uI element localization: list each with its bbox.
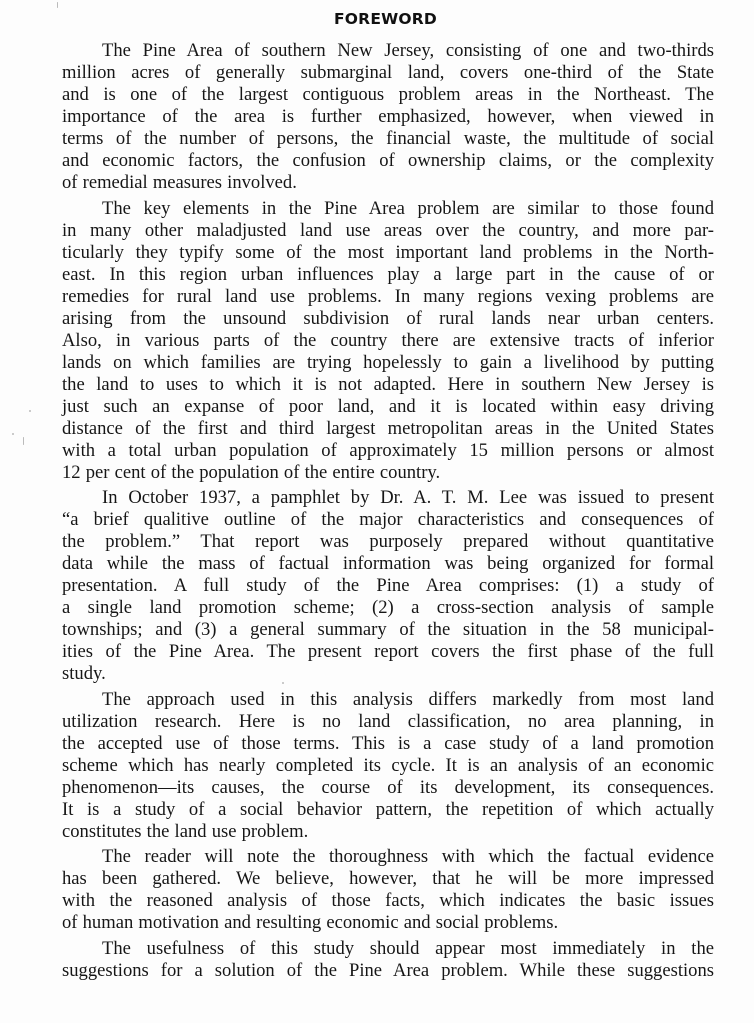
text-line: The usefulness of this study should appear most immediately in the xyxy=(102,937,714,959)
text-line: with the reasoned analysis of those facts, which indicates the basic issues xyxy=(62,890,714,911)
paragraph xyxy=(62,198,714,484)
text-line: In October 1937, a pamphlet by Dr. A. T. M. Lee was issued to present xyxy=(102,487,714,508)
text-line: just such an expanse of poor land, and it is located within easy driving xyxy=(62,395,714,417)
text-line: The Pine Area of southern New Jersey, consisting of one and two-thirds xyxy=(102,40,714,61)
text-line: The approach used in this analysis differs markedly from most land xyxy=(102,688,714,710)
text-line: ities of the Pine Area. The present report covers the first phase of the full xyxy=(62,641,714,662)
text-line: distance of the first and third largest metropolitan areas in the United States xyxy=(62,417,714,439)
text-line: terms of the number of persons, the financial waste, the multitude of social xyxy=(62,128,714,149)
text-line: of human motivation and resulting economic and social problems. xyxy=(62,912,559,933)
text-line: and is one of the largest contiguous problem areas in the Northeast. The xyxy=(62,84,714,105)
text-line: townships; and (3) a general summary of the situation in the 58 municipal- xyxy=(62,619,714,640)
paragraph xyxy=(62,487,714,685)
foreword-body xyxy=(62,40,714,985)
text-line: “a brief qualitive outline of the major characteristics and consequences of xyxy=(62,509,714,530)
text-line: lands on which families are trying hopelessly to gain a livelihood by putting xyxy=(62,351,714,373)
text-line: The reader will note the thoroughness with which the factual evidence xyxy=(102,846,714,867)
scan-artifact xyxy=(282,682,284,684)
text-line: million acres of generally submarginal land, covers one-third of the State xyxy=(62,62,714,83)
paragraph xyxy=(62,846,714,934)
text-line: utilization research. Here is no land classification, no area planning, in xyxy=(62,710,714,732)
text-line: The key elements in the Pine Area problem are similar to those found xyxy=(102,197,714,219)
text-line: remedies for rural land use problems. In many regions vexing problems are xyxy=(62,285,714,307)
text-line: a single land promotion scheme; (2) a cross-section analysis of sample xyxy=(62,597,714,618)
paragraph xyxy=(62,40,714,194)
text-line: presentation. A full study of the Pine Area comprises: (1) a study of xyxy=(62,575,714,596)
text-line: 12 per cent of the population of the entire country. xyxy=(62,461,441,483)
text-line: scheme which has nearly completed its cycle. It is an analysis of an economic xyxy=(62,754,714,776)
text-line: It is a study of a social behavior pattern, the repetition of which actually xyxy=(62,798,714,820)
text-line: the accepted use of those terms. This is a case study of a land promotion xyxy=(62,732,714,754)
text-line: east. In this region urban influences play a large part in the cause of or xyxy=(62,263,714,285)
text-line: arising from the unsound subdivision of rural lands near urban centers. xyxy=(62,307,714,329)
text-line: and economic factors, the confusion of ownership claims, or the complexity xyxy=(62,150,714,171)
text-line: in many other maladjusted land use areas over the country, and more par- xyxy=(62,219,714,241)
scan-artifact xyxy=(57,2,58,8)
text-line: importance of the area is further emphasized, however, when viewed in xyxy=(62,106,714,127)
text-line: has been gathered. We believe, however, that he will be more impressed xyxy=(62,868,714,889)
scan-artifact xyxy=(29,410,31,412)
text-line: suggestions for a solution of the Pine Area problem. While these suggestions xyxy=(62,959,714,981)
text-line: data while the mass of factual information was being organized for formal xyxy=(62,553,714,574)
text-line: of remedial measures involved. xyxy=(62,172,297,193)
scan-artifact xyxy=(23,437,24,445)
scan-artifact xyxy=(12,433,14,435)
text-line: Also, in various parts of the country there are extensive tracts of inferior xyxy=(62,329,714,351)
page-title: FOREWORD xyxy=(334,10,437,28)
text-line: phenomenon—its causes, the course of its development, its consequences. xyxy=(62,776,714,798)
text-line: study. xyxy=(62,663,106,684)
text-line: with a total urban population of approximately 15 million persons or almost xyxy=(62,439,714,461)
text-line: constitutes the land use problem. xyxy=(62,820,309,842)
text-line: the problem.” That report was purposely prepared without quantitative xyxy=(62,531,714,552)
paragraph xyxy=(62,689,714,843)
text-line: ticularly they typify some of the most important land problems in the North- xyxy=(62,241,714,263)
text-line: the land to uses to which it is not adapted. Here in southern New Jersey is xyxy=(62,373,714,395)
paragraph xyxy=(62,938,714,982)
